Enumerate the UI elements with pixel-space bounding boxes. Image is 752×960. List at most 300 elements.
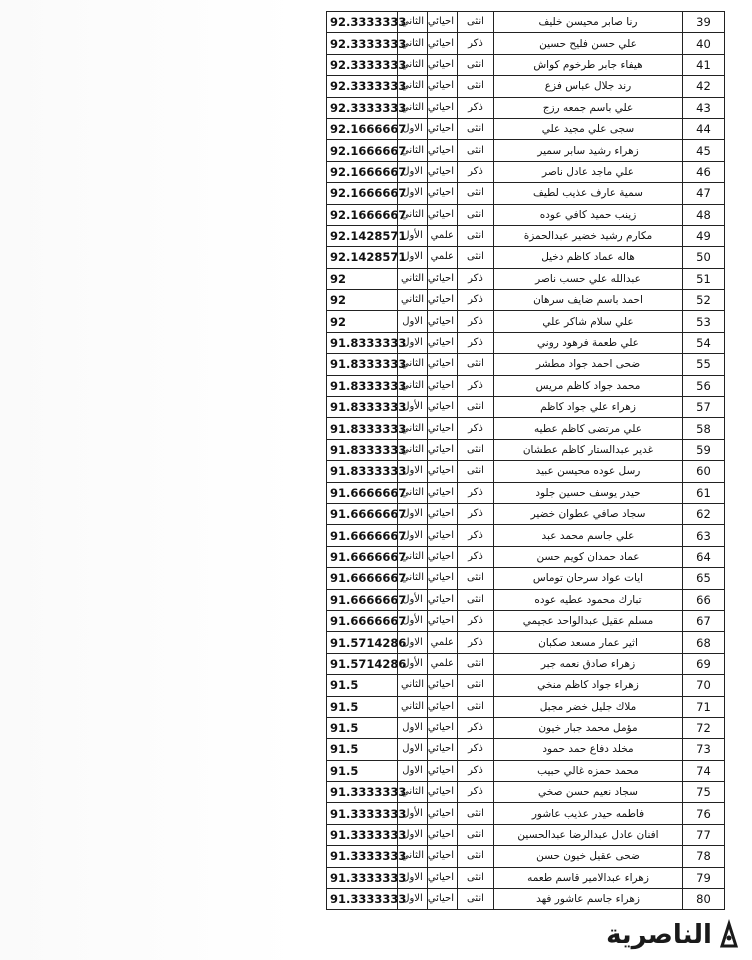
gender-cell: ذكر: [458, 782, 494, 803]
table-row: [327, 525, 725, 546]
serial-number-cell: 73: [683, 739, 725, 760]
table-row: [327, 717, 725, 738]
name-cell: زهراء رشيد سابر سمير: [494, 140, 683, 161]
logo-wordmark: الناصرية: [606, 920, 712, 950]
average-cell: 91.5: [327, 696, 398, 717]
average-cell: 92.1666667: [327, 161, 398, 182]
serial-number-cell: 55: [683, 354, 725, 375]
round-cell: الأول: [398, 225, 428, 246]
serial-number-cell: 41: [683, 54, 725, 75]
average-cell: 91.8333333: [327, 418, 398, 439]
name-cell: مسلم عقيل عبدالواحد عجيمي: [494, 610, 683, 631]
average-cell: 91.6666667: [327, 546, 398, 567]
branch-cell: احيائي: [428, 889, 458, 910]
table-row: [327, 889, 725, 910]
name-cell: غدير عبدالستار كاظم عطشان: [494, 439, 683, 460]
gender-cell: انثى: [458, 204, 494, 225]
name-cell: سجاد صافي عطوان خضير: [494, 503, 683, 524]
round-cell: الثاني: [398, 675, 428, 696]
round-cell: الاول: [398, 311, 428, 332]
gender-cell: ذكر: [458, 482, 494, 503]
serial-number-cell: 48: [683, 204, 725, 225]
name-cell: مؤمل محمد جبار خيون: [494, 717, 683, 738]
gender-cell: انثى: [458, 183, 494, 204]
average-cell: 91.3333333: [327, 782, 398, 803]
branch-cell: احيائي: [428, 589, 458, 610]
branch-cell: احيائي: [428, 610, 458, 631]
average-cell: 91.6666667: [327, 503, 398, 524]
branch-cell: احيائي: [428, 12, 458, 33]
table-row: [327, 225, 725, 246]
average-cell: 91.6666667: [327, 568, 398, 589]
round-cell: الثاني: [398, 290, 428, 311]
name-cell: علي مرتضى كاظم عطيه: [494, 418, 683, 439]
branch-cell: احيائي: [428, 311, 458, 332]
average-cell: 91.8333333: [327, 439, 398, 460]
round-cell: الثاني: [398, 568, 428, 589]
table-row: [327, 140, 725, 161]
round-cell: الاول: [398, 889, 428, 910]
gender-cell: ذكر: [458, 525, 494, 546]
average-cell: 92.3333333: [327, 12, 398, 33]
table-row: [327, 696, 725, 717]
serial-number-cell: 43: [683, 97, 725, 118]
branch-cell: احيائي: [428, 397, 458, 418]
name-cell: تبارك محمود عطيه عوده: [494, 589, 683, 610]
table-row: [327, 803, 725, 824]
gender-cell: ذكر: [458, 739, 494, 760]
round-cell: الثاني: [398, 268, 428, 289]
name-cell: علي ماجد عادل ناصر: [494, 161, 683, 182]
gender-cell: انثى: [458, 461, 494, 482]
name-cell: علي سلام شاكر علي: [494, 311, 683, 332]
branch-cell: احيائي: [428, 354, 458, 375]
gender-cell: انثى: [458, 354, 494, 375]
average-cell: 91.8333333: [327, 461, 398, 482]
average-cell: 91.6666667: [327, 525, 398, 546]
branch-cell: احيائي: [428, 867, 458, 888]
site-logo: [598, 914, 748, 956]
table-row: [327, 824, 725, 845]
name-cell: علي طعمة فرهود روني: [494, 332, 683, 353]
gender-cell: انثى: [458, 140, 494, 161]
branch-cell: احيائي: [428, 332, 458, 353]
serial-number-cell: 74: [683, 760, 725, 781]
branch-cell: احيائي: [428, 204, 458, 225]
branch-cell: احيائي: [428, 33, 458, 54]
gender-cell: انثى: [458, 568, 494, 589]
average-cell: 91.6666667: [327, 589, 398, 610]
gender-cell: انثى: [458, 824, 494, 845]
branch-cell: احيائي: [428, 76, 458, 97]
serial-number-cell: 68: [683, 632, 725, 653]
gender-cell: انثى: [458, 12, 494, 33]
round-cell: الثاني: [398, 375, 428, 396]
average-cell: 91.3333333: [327, 867, 398, 888]
table-row: [327, 675, 725, 696]
round-cell: الاول: [398, 717, 428, 738]
gender-cell: انثى: [458, 867, 494, 888]
branch-cell: احيائي: [428, 760, 458, 781]
average-cell: 91.6666667: [327, 610, 398, 631]
serial-number-cell: 69: [683, 653, 725, 674]
average-cell: 91.5: [327, 760, 398, 781]
serial-number-cell: 44: [683, 118, 725, 139]
gender-cell: ذكر: [458, 375, 494, 396]
gender-cell: انثى: [458, 589, 494, 610]
serial-number-cell: 52: [683, 290, 725, 311]
gender-cell: انثى: [458, 846, 494, 867]
round-cell: الاول: [398, 161, 428, 182]
table-row: [327, 653, 725, 674]
gender-cell: ذكر: [458, 332, 494, 353]
branch-cell: احيائي: [428, 183, 458, 204]
table-row: [327, 610, 725, 631]
serial-number-cell: 47: [683, 183, 725, 204]
table-row: [327, 632, 725, 653]
name-cell: رند جلال عباس فزع: [494, 76, 683, 97]
table-row: [327, 589, 725, 610]
serial-number-cell: 78: [683, 846, 725, 867]
round-cell: الأول: [398, 803, 428, 824]
table-row: [327, 76, 725, 97]
name-cell: حيدر يوسف حسين جلود: [494, 482, 683, 503]
round-cell: الاول: [398, 247, 428, 268]
name-cell: احمد باسم ضايف سرهان: [494, 290, 683, 311]
name-cell: زهراء جواد كاظم منخي: [494, 675, 683, 696]
table-row: [327, 268, 725, 289]
name-cell: ضحى عقيل خيون حسن: [494, 846, 683, 867]
serial-number-cell: 62: [683, 503, 725, 524]
branch-cell: علمي: [428, 632, 458, 653]
branch-cell: احيائي: [428, 482, 458, 503]
round-cell: الاول: [398, 461, 428, 482]
serial-number-cell: 50: [683, 247, 725, 268]
name-cell: عماد حمدان كويم حسن: [494, 546, 683, 567]
gender-cell: ذكر: [458, 717, 494, 738]
round-cell: الأول: [398, 589, 428, 610]
gender-cell: ذكر: [458, 503, 494, 524]
round-cell: الأول: [398, 653, 428, 674]
branch-cell: احيائي: [428, 824, 458, 845]
name-cell: فاطمه حيدر عذيب عاشور: [494, 803, 683, 824]
average-cell: 92: [327, 311, 398, 332]
table-row: [327, 867, 725, 888]
round-cell: الاول: [398, 760, 428, 781]
name-cell: ايات عواد سرحان توماس: [494, 568, 683, 589]
gender-cell: ذكر: [458, 632, 494, 653]
serial-number-cell: 77: [683, 824, 725, 845]
branch-cell: احيائي: [428, 717, 458, 738]
average-cell: 91.3333333: [327, 824, 398, 845]
branch-cell: احيائي: [428, 503, 458, 524]
gender-cell: انثى: [458, 118, 494, 139]
name-cell: هاله عماد كاظم دخيل: [494, 247, 683, 268]
average-cell: 91.8333333: [327, 354, 398, 375]
gender-cell: ذكر: [458, 546, 494, 567]
gender-cell: ذكر: [458, 760, 494, 781]
logo-mark-icon: [718, 920, 740, 950]
average-cell: 92.1666667: [327, 204, 398, 225]
page-margin: [0, 0, 300, 960]
table-row: [327, 461, 725, 482]
branch-cell: احيائي: [428, 803, 458, 824]
average-cell: 92.3333333: [327, 97, 398, 118]
average-cell: 91.5714286: [327, 632, 398, 653]
name-cell: علي جاسم محمد عبد: [494, 525, 683, 546]
average-cell: 92.3333333: [327, 76, 398, 97]
serial-number-cell: 79: [683, 867, 725, 888]
round-cell: الثاني: [398, 54, 428, 75]
gender-cell: ذكر: [458, 290, 494, 311]
branch-cell: احيائي: [428, 696, 458, 717]
serial-number-cell: 45: [683, 140, 725, 161]
branch-cell: احيائي: [428, 525, 458, 546]
average-cell: 91.5: [327, 675, 398, 696]
serial-number-cell: 76: [683, 803, 725, 824]
serial-number-cell: 72: [683, 717, 725, 738]
serial-number-cell: 46: [683, 161, 725, 182]
gender-cell: انثى: [458, 653, 494, 674]
serial-number-cell: 75: [683, 782, 725, 803]
results-table: [326, 11, 725, 910]
branch-cell: علمي: [428, 653, 458, 674]
gender-cell: انثى: [458, 54, 494, 75]
gender-cell: انثى: [458, 397, 494, 418]
round-cell: الاول: [398, 503, 428, 524]
name-cell: سمية عارف عذيب لطيف: [494, 183, 683, 204]
branch-cell: احيائي: [428, 54, 458, 75]
gender-cell: ذكر: [458, 311, 494, 332]
table-row: [327, 418, 725, 439]
name-cell: زينب حميد كافي عوده: [494, 204, 683, 225]
round-cell: الثاني: [398, 846, 428, 867]
branch-cell: احيائي: [428, 118, 458, 139]
round-cell: الثاني: [398, 33, 428, 54]
name-cell: مخلد دفاع حمد حمود: [494, 739, 683, 760]
average-cell: 92.1428571: [327, 247, 398, 268]
serial-number-cell: 71: [683, 696, 725, 717]
name-cell: محمد حمزه غالي حبيب: [494, 760, 683, 781]
table-row: [327, 397, 725, 418]
round-cell: الاول: [398, 332, 428, 353]
table-row: [327, 332, 725, 353]
serial-number-cell: 80: [683, 889, 725, 910]
name-cell: ضحى احمد جواد مطشر: [494, 354, 683, 375]
serial-number-cell: 56: [683, 375, 725, 396]
serial-number-cell: 66: [683, 589, 725, 610]
table-row: [327, 503, 725, 524]
table-row: [327, 33, 725, 54]
round-cell: الاول: [398, 525, 428, 546]
table-row: [327, 311, 725, 332]
serial-number-cell: 51: [683, 268, 725, 289]
gender-cell: ذكر: [458, 33, 494, 54]
round-cell: الثاني: [398, 418, 428, 439]
table-row: [327, 247, 725, 268]
branch-cell: احيائي: [428, 461, 458, 482]
name-cell: علي حسن فليح حسين: [494, 33, 683, 54]
branch-cell: علمي: [428, 247, 458, 268]
branch-cell: احيائي: [428, 418, 458, 439]
average-cell: 92.1666667: [327, 118, 398, 139]
serial-number-cell: 54: [683, 332, 725, 353]
gender-cell: انثى: [458, 803, 494, 824]
round-cell: الثاني: [398, 140, 428, 161]
table-row: [327, 846, 725, 867]
average-cell: 91.8333333: [327, 375, 398, 396]
name-cell: محمد جواد كاظم مريس: [494, 375, 683, 396]
round-cell: الثاني: [398, 546, 428, 567]
branch-cell: احيائي: [428, 97, 458, 118]
table-row: [327, 290, 725, 311]
serial-number-cell: 63: [683, 525, 725, 546]
round-cell: الاول: [398, 632, 428, 653]
round-cell: الأول: [398, 610, 428, 631]
round-cell: الثاني: [398, 696, 428, 717]
table-row: [327, 54, 725, 75]
average-cell: 91.5: [327, 717, 398, 738]
gender-cell: ذكر: [458, 418, 494, 439]
round-cell: الثاني: [398, 97, 428, 118]
round-cell: الثاني: [398, 76, 428, 97]
gender-cell: ذكر: [458, 97, 494, 118]
round-cell: الثاني: [398, 204, 428, 225]
average-cell: 92: [327, 290, 398, 311]
serial-number-cell: 49: [683, 225, 725, 246]
name-cell: رنا صابر محيسن خليف: [494, 12, 683, 33]
gender-cell: انثى: [458, 225, 494, 246]
branch-cell: احيائي: [428, 739, 458, 760]
branch-cell: علمي: [428, 225, 458, 246]
average-cell: 92.1666667: [327, 140, 398, 161]
gender-cell: ذكر: [458, 610, 494, 631]
serial-number-cell: 40: [683, 33, 725, 54]
round-cell: الاول: [398, 867, 428, 888]
name-cell: عبدالله علي حسب ناصر: [494, 268, 683, 289]
name-cell: سجاد نعيم حسن صخي: [494, 782, 683, 803]
round-cell: الثاني: [398, 782, 428, 803]
table-row: [327, 375, 725, 396]
average-cell: 91.5: [327, 739, 398, 760]
table-row: [327, 568, 725, 589]
name-cell: هيفاء جابر طرخوم كواش: [494, 54, 683, 75]
average-cell: 92.1428571: [327, 225, 398, 246]
serial-number-cell: 64: [683, 546, 725, 567]
branch-cell: احيائي: [428, 568, 458, 589]
branch-cell: احيائي: [428, 140, 458, 161]
average-cell: 91.3333333: [327, 889, 398, 910]
round-cell: الاول: [398, 739, 428, 760]
round-cell: الأول: [398, 397, 428, 418]
name-cell: زهراء صادق نعمه جبر: [494, 653, 683, 674]
serial-number-cell: 57: [683, 397, 725, 418]
average-cell: 91.3333333: [327, 846, 398, 867]
table-row: [327, 782, 725, 803]
serial-number-cell: 60: [683, 461, 725, 482]
round-cell: الاول: [398, 183, 428, 204]
round-cell: الثاني: [398, 12, 428, 33]
average-cell: 91.6666667: [327, 482, 398, 503]
branch-cell: احيائي: [428, 290, 458, 311]
average-cell: 92.3333333: [327, 33, 398, 54]
name-cell: افنان عادل عبدالرضا عبدالحسين: [494, 824, 683, 845]
branch-cell: احيائي: [428, 846, 458, 867]
gender-cell: ذكر: [458, 268, 494, 289]
serial-number-cell: 53: [683, 311, 725, 332]
round-cell: الاول: [398, 824, 428, 845]
table-row: [327, 482, 725, 503]
branch-cell: احيائي: [428, 546, 458, 567]
table-row: [327, 204, 725, 225]
serial-number-cell: 61: [683, 482, 725, 503]
serial-number-cell: 67: [683, 610, 725, 631]
average-cell: 91.3333333: [327, 803, 398, 824]
serial-number-cell: 70: [683, 675, 725, 696]
round-cell: الاول: [398, 118, 428, 139]
branch-cell: احيائي: [428, 161, 458, 182]
average-cell: 91.5714286: [327, 653, 398, 674]
table-body: [327, 12, 725, 910]
gender-cell: انثى: [458, 675, 494, 696]
serial-number-cell: 59: [683, 439, 725, 460]
name-cell: سجى علي مجيد علي: [494, 118, 683, 139]
gender-cell: انثى: [458, 889, 494, 910]
branch-cell: احيائي: [428, 782, 458, 803]
table-row: [327, 161, 725, 182]
gender-cell: انثى: [458, 247, 494, 268]
branch-cell: احيائي: [428, 375, 458, 396]
table-row: [327, 12, 725, 33]
table-row: [327, 118, 725, 139]
serial-number-cell: 42: [683, 76, 725, 97]
round-cell: الثاني: [398, 439, 428, 460]
gender-cell: ذكر: [458, 161, 494, 182]
round-cell: الثاني: [398, 354, 428, 375]
table-row: [327, 97, 725, 118]
serial-number-cell: 65: [683, 568, 725, 589]
table-row: [327, 546, 725, 567]
serial-number-cell: 58: [683, 418, 725, 439]
average-cell: 91.8333333: [327, 397, 398, 418]
table-row: [327, 354, 725, 375]
name-cell: مكارم رشيد خضير عبدالحمزة: [494, 225, 683, 246]
name-cell: ملاك جليل خضر مجبل: [494, 696, 683, 717]
gender-cell: انثى: [458, 439, 494, 460]
table-row: [327, 760, 725, 781]
table-row: [327, 183, 725, 204]
serial-number-cell: 39: [683, 12, 725, 33]
name-cell: زهراء علي جواد كاظم: [494, 397, 683, 418]
round-cell: الثاني: [398, 482, 428, 503]
branch-cell: احيائي: [428, 268, 458, 289]
average-cell: 92: [327, 268, 398, 289]
name-cell: علي باسم جمعه رزج: [494, 97, 683, 118]
name-cell: اثير عمار مسعد صكبان: [494, 632, 683, 653]
gender-cell: انثى: [458, 696, 494, 717]
name-cell: زهراء جاسم عاشور فهد: [494, 889, 683, 910]
table-row: [327, 439, 725, 460]
average-cell: 92.1666667: [327, 183, 398, 204]
branch-cell: احيائي: [428, 675, 458, 696]
branch-cell: احيائي: [428, 439, 458, 460]
average-cell: 92.3333333: [327, 54, 398, 75]
name-cell: زهراء عبدالامير قاسم طعمه: [494, 867, 683, 888]
name-cell: رسل عوده محيسن عبيد: [494, 461, 683, 482]
table-row: [327, 739, 725, 760]
average-cell: 91.8333333: [327, 332, 398, 353]
gender-cell: انثى: [458, 76, 494, 97]
